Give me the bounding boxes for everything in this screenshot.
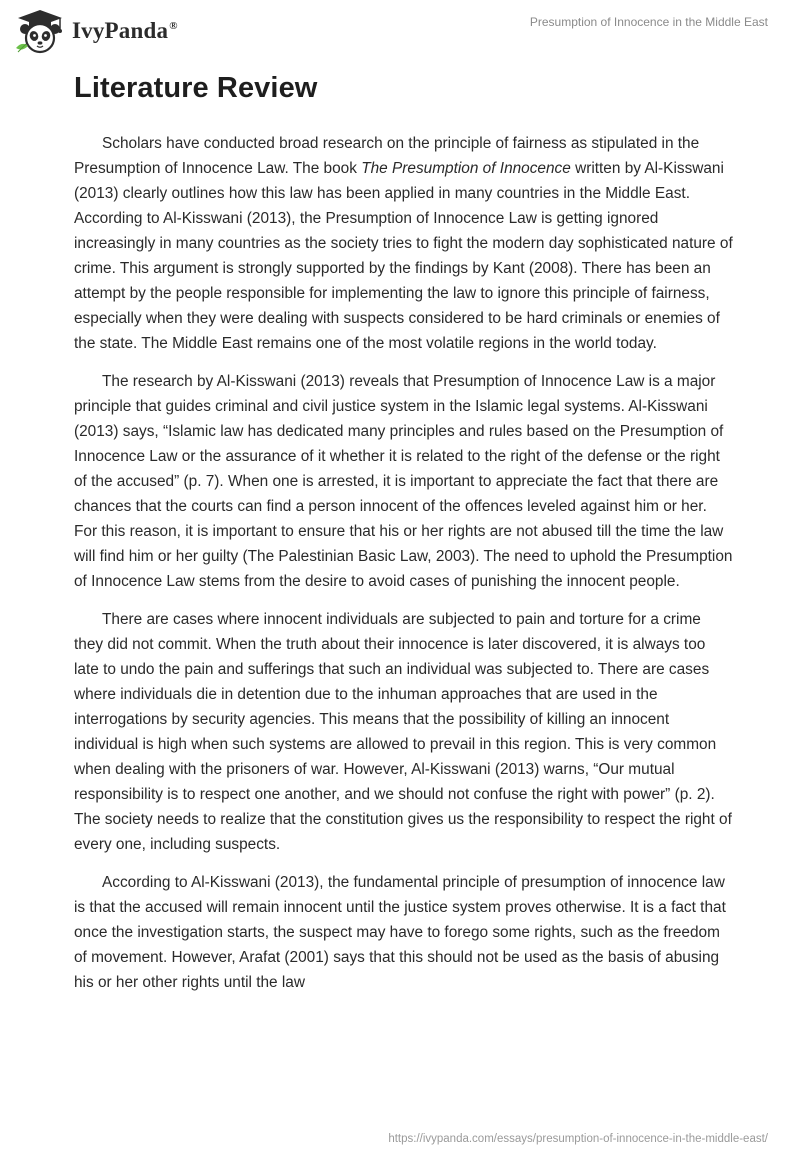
document-title: Presumption of Innocence in the Middle East bbox=[529, 15, 768, 29]
panda-graduate-icon bbox=[14, 8, 66, 54]
brand-name: IvyPanda® bbox=[72, 18, 178, 43]
essay-body bbox=[74, 131, 734, 1008]
ivypanda-logo[interactable] bbox=[14, 8, 178, 54]
paragraph: There are cases where innocent individuals are subjected to pain and torture for a crime they did not commit. When the truth about their innocence is later discovered, it is always too late to undo the pain and sufferings that such an individual was subjected to. There are cases where individuals die in detention due to the inhuman approaches that are used in the interrogations by security agencies. This means that the possibility of killing an innocent individual is high when such systems are allowed to prevail in this region. This is very common when dealing with the prisoners of war. However, Al-Kisswani (2013) warns, “Our mutual responsibility is to respect one another, and we should not confuse the right with power” (p. 2). The society needs to realize that the constitution gives us the responsibility to respect the right of every one, including suspects. bbox=[74, 611, 732, 853]
section-heading: Literature Review bbox=[74, 72, 318, 104]
paragraph: Scholars have conducted broad research on the principle of fairness as stipulated in the Presumption of Innocence Law. The book The Presumption of Innocence written by Al-Kisswani (2013) clearly outlines how this law has been applied in many countries in the Middle East. According to Al-Kisswani (2013), the Presumption of Innocence Law is getting ignored increasingly in many countries as the society tries to fight the modern day sophisticated nature of crime. This argument is strongly supported by the findings by Kant (2008). There has been an attempt by the people responsible for implementing the law to ignore this principle of fairness, especially when they were dealing with suspects considered to be hard criminals or enemies of the state. The Middle East remains one of the most volatile regions in the world today. bbox=[74, 135, 733, 352]
paragraph: The research by Al-Kisswani (2013) reveals that Presumption of Innocence Law is a major principle that guides criminal and civil justice system in the Islamic legal systems. Al-Kisswani (2013) says, “Islamic law has dedicated many principles and rules based on the Presumption of Innocence Law or the assurance of it whether it is related to the right of the defense or the right of the accused” (p. 7). When one is arrested, it is important to appreciate the fact that there are chances that the courts can find a person innocent of the offences leveled against him or her. For this reason, it is important to ensure that his or her rights are not abused till the time the law will find him or her guilty (The Palestinian Basic Law, 2003). The need to uphold the Presumption of Innocence Law stems from the desire to avoid cases of punishing the innocent people. bbox=[74, 373, 733, 590]
page-header bbox=[0, 0, 800, 60]
paragraph: According to Al-Kisswani (2013), the fundamental principle of presumption of innocence law is that the accused will remain innocent until the justice system proves otherwise. It is a fact that once the investigation starts, the suspect may have to forego some rights, such as the freedom of movement. However, Arafat (2001) says that this should not be used as the basis of abusing his or her other rights until the law bbox=[74, 874, 726, 991]
source-url-link[interactable]: https://ivypanda.com/essays/presumption-of-innocence-in-the-middle-east/ bbox=[388, 1133, 768, 1145]
book-title: The Presumption of Innocence bbox=[361, 160, 571, 177]
registered-mark: ® bbox=[169, 20, 178, 33]
